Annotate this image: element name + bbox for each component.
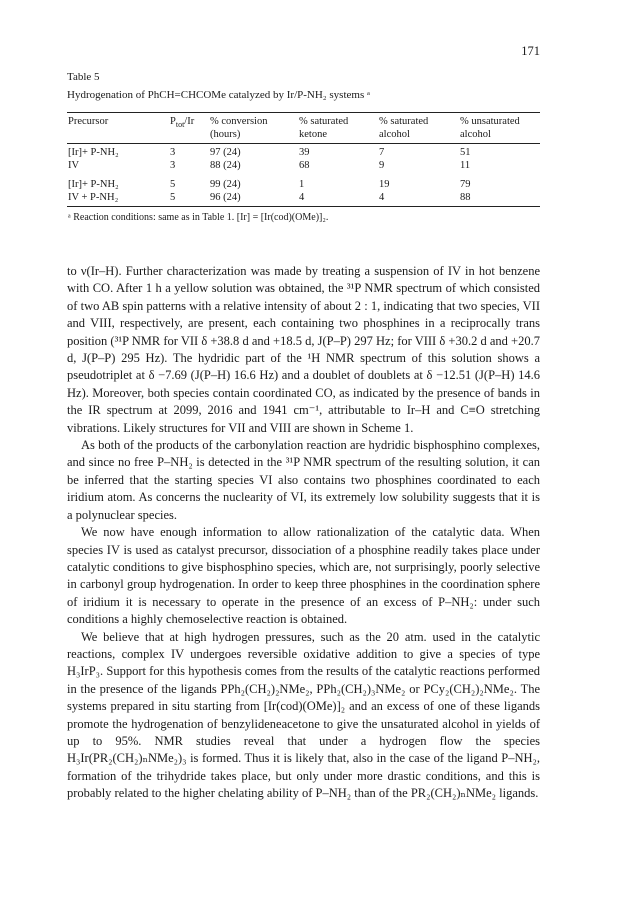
cell-sat-alcohol: 7	[379, 147, 385, 158]
cell-ratio: 3	[170, 147, 176, 158]
header-unsat-alcohol: % unsaturated	[460, 116, 520, 127]
table-label: Table 5	[67, 71, 100, 83]
cell-unsat-alcohol: 79	[460, 179, 471, 190]
cell-precursor: IV + P-NH₂	[68, 192, 119, 203]
cell-unsat-alcohol: 51	[460, 147, 471, 158]
paragraph: We now have enough information to allow rationalization of the catalytic data. When species IV is used as catalyst precursor, dissociation of a phosphine readily takes place under catalytic conditions to give bisphosphino species, which are, not surprisingly, poorly selective in carbonyl group hydrogenation. In order to keep three phosphines in the coordination sphere of iridium it is necessary to operate in the presence of an excess of P–NH₂: under such conditions a highly chemoselective reaction is obtained.	[67, 525, 540, 627]
cell-sat-ketone: 4	[299, 192, 305, 203]
table-row	[67, 191, 540, 204]
cell-conversion: 99 (24)	[210, 179, 241, 190]
header-ratio: $P_{tot}/Ir$	[170, 116, 195, 130]
body-text	[67, 263, 540, 803]
table-header-row-1	[67, 115, 540, 128]
header-sat-alcohol-sub: alcohol	[379, 129, 410, 140]
cell-ratio: 5	[170, 192, 176, 203]
table-header-row-2	[67, 128, 540, 141]
header-sat-ketone-sub: ketone	[299, 129, 327, 140]
cell-ratio: 3	[170, 160, 176, 171]
cell-conversion: 97 (24)	[210, 147, 241, 158]
cell-sat-ketone: 39	[299, 147, 310, 158]
cell-sat-alcohol: 4	[379, 192, 385, 203]
table-header-rule	[67, 143, 540, 144]
cell-unsat-alcohol: 88	[460, 192, 471, 203]
cell-sat-alcohol: 9	[379, 160, 385, 171]
table-row	[67, 146, 540, 159]
table-top-rule	[67, 112, 540, 113]
header-precursor: Precursor	[68, 116, 109, 127]
cell-precursor: [Ir]+ P-NH₂	[68, 179, 119, 190]
paragraph: to ν(Ir–H). Further characterization was made by treating a suspension of IV in hot benzene with CO. After 1 h a yellow solution was obtained, the ³¹P NMR spectrum of which consisted of two AB spin patterns with a relative intensity of about 2 : 1, indicating that two species, VII and VIII, respectively, are present, each containing two phosphines in a reciprocally trans position (³¹P NMR for VII δ +38.8 d and +18.5 d, J(P–P) 297 Hz; for VIII δ +30.2 d and +20.7 d, J(P–P) 295 Hz). The hydridic part of the ¹H NMR spectrum of this solution shows a pseudotriplet at δ −7.69 (J(P–H) 16.6 Hz) and a doublet of doublets at δ −12.51 (J(P–H) 14.6 Hz). Moreover, both species contain coordinated CO, as indicated by the presence of bands in the IR spectrum at 2099, 2016 and 1941 cm⁻¹, attributable to Ir–H and C≡O stretching vibrations. Likely structures for VII and VIII are shown in Scheme 1.	[67, 264, 540, 435]
header-sat-ketone: % saturated	[299, 116, 349, 127]
cell-sat-alcohol: 19	[379, 179, 390, 190]
cell-conversion: 88 (24)	[210, 160, 241, 171]
header-conversion-sub: (hours)	[210, 129, 241, 140]
cell-sat-ketone: 1	[299, 179, 305, 190]
cell-sat-ketone: 68	[299, 160, 310, 171]
page-number: 171	[521, 44, 540, 58]
header-conversion: % conversion	[210, 116, 268, 127]
paragraph: As both of the products of the carbonylation reaction are hydridic bisphosphino complexes, and since no free P–NH₂ is detected in the ³¹P NMR spectrum of the resulting solution, it can be inferred that the starting species VI also contains two phosphines coordinated to each iridium atom. As concerns the nuclearity of VI, its extremely low solubility suggests that it is a polynuclear species.	[67, 438, 540, 522]
cell-precursor: [Ir]+ P-NH₂	[68, 147, 119, 158]
cell-conversion: 96 (24)	[210, 192, 241, 203]
header-sat-alcohol: % saturated	[379, 116, 429, 127]
table-bottom-rule	[67, 206, 540, 207]
table-footnote: ᵃ Reaction conditions: same as in Table 1. [Ir] = [Ir(cod)(OMe)]₂.	[68, 212, 329, 223]
table-title: Hydrogenation of PhCH=CHCOMe catalyzed by Ir/P-NH₂ systems ᵃ	[67, 89, 370, 101]
table-row	[67, 178, 540, 191]
paragraph: We believe that at high hydrogen pressures, such as the 20 atm. used in the catalytic reactions, complex IV undergoes reversible oxidative addition to give a species of type H₃IrP₃. Support for this hypothesis comes from the results of the catalytic reactions performed in the presence of the ligands PPh₂(CH₂)₂NMe₂, PPh₂(CH₂)₃NMe₂ or PCy₂(CH₂)₂NMe₂. The systems prepared in situ starting from [Ir(cod)(OMe)]₂ and an excess of one of these ligands promote the hydrogenation of benzylideneacetone to give the unsaturated alcohol in yields of up to 95%. NMR studies reveal that under a hydrogen flow the species H₃Ir(PR₂(CH₂)ₙNMe₂)₃ is formed. Thus it is likely that, also in the case of the ligand P–NH₂, formation of the trihydride takes place, but only under more drastic conditions, and this is probably related to the higher chelating ability of P–NH₂ than of the PR₂(CH₂)ₙNMe₂ ligands.	[67, 629, 540, 801]
data-table	[67, 112, 540, 225]
table-row	[67, 159, 540, 172]
cell-unsat-alcohol: 11	[460, 160, 471, 171]
cell-precursor: IV	[68, 160, 80, 171]
header-unsat-alcohol-sub: alcohol	[460, 129, 491, 140]
cell-ratio: 5	[170, 179, 176, 190]
